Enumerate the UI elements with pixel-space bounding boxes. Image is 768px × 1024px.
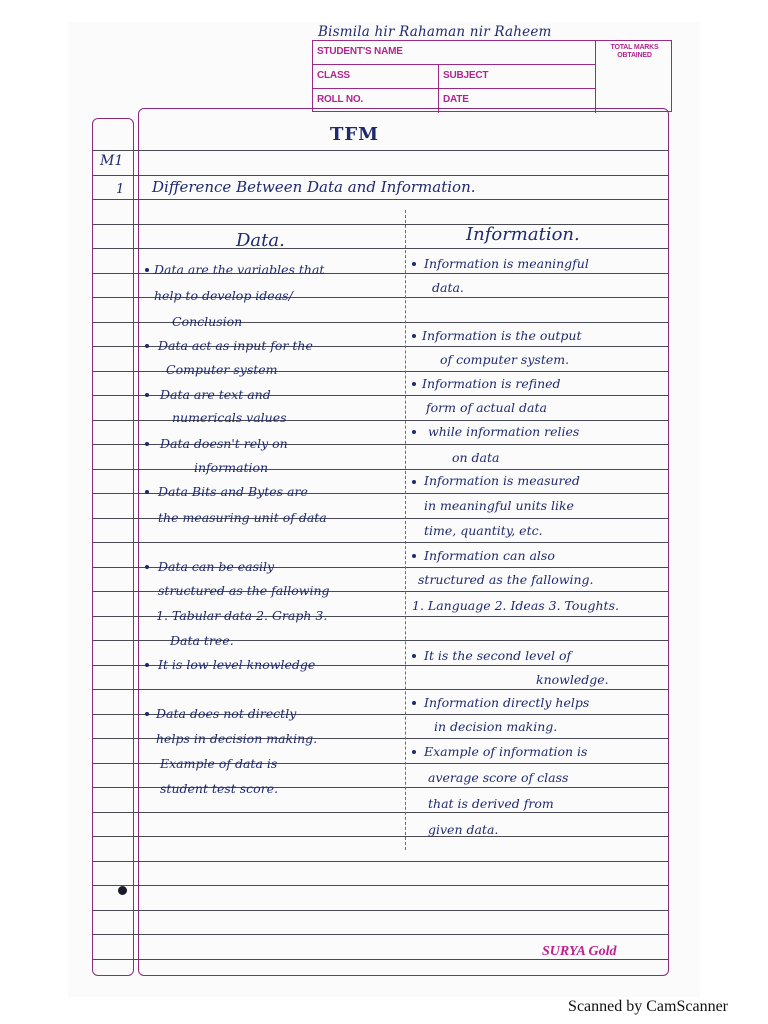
ruled-line <box>93 224 668 225</box>
data-line: Example of data is <box>160 756 278 771</box>
data-line: Data does not directly <box>156 706 297 721</box>
information-line: time, quantity, etc. <box>424 523 543 538</box>
ruled-line <box>93 469 668 470</box>
scanner-watermark: Scanned by CamScanner <box>568 998 728 1015</box>
student-name-value: Bismila hir Rahaman nir Raheem <box>318 24 552 40</box>
bullet <box>412 750 416 754</box>
ruled-line <box>93 248 668 249</box>
data-line: It is low-level knowledge <box>158 657 316 672</box>
bullet <box>145 565 149 569</box>
question-heading: Difference Between Data and Information. <box>152 178 476 196</box>
ruled-line <box>93 910 668 911</box>
data-line: Data can be easily <box>158 559 275 574</box>
notebook-brand: SURYA Gold <box>542 944 617 959</box>
information-line: data. <box>432 280 464 295</box>
information-line: structured as the fallowing. <box>418 572 594 587</box>
ruled-line <box>93 175 668 176</box>
bullet <box>145 268 149 272</box>
ruled-line <box>93 542 668 543</box>
ruled-line <box>93 861 668 862</box>
information-line: Information is refined <box>422 376 561 391</box>
bullet <box>412 430 416 434</box>
information-line: while information relies <box>428 424 580 439</box>
class-label: CLASS <box>313 65 439 89</box>
information-line: It is the second level of <box>424 648 572 663</box>
header-box <box>312 40 672 112</box>
data-line: information <box>194 460 269 475</box>
bullet <box>412 554 416 558</box>
data-line: the measuring unit of data <box>158 510 327 525</box>
information-line: Information can also <box>424 548 555 563</box>
subject-label: SUBJECT <box>439 65 596 89</box>
data-line: Data tree. <box>170 633 234 648</box>
roll-no-label: ROLL NO. <box>313 89 439 113</box>
bullet <box>145 393 149 397</box>
column-divider <box>405 210 406 850</box>
bullet <box>412 701 416 705</box>
bullet <box>145 344 149 348</box>
ruled-line <box>93 812 668 813</box>
data-line: Data act as input for the <box>158 338 313 353</box>
information-line: on data <box>452 450 500 465</box>
information-line: in decision making. <box>434 719 558 734</box>
data-line: Data doesn't rely on <box>160 436 288 451</box>
information-line: in meaningful units like <box>424 498 574 513</box>
information-line: form of actual data <box>426 400 547 415</box>
data-line: Data Bits and Bytes are <box>158 484 308 499</box>
data-line: Conclusion <box>172 314 243 329</box>
student-name-label: STUDENT'S NAME <box>313 41 596 65</box>
information-line: given data. <box>428 822 499 837</box>
bullet <box>412 654 416 658</box>
ink-blot <box>118 886 127 895</box>
data-line: 1. Tabular data 2. Graph 3. <box>156 608 328 623</box>
ruled-line <box>93 836 668 837</box>
bullet <box>412 262 416 266</box>
bullet <box>145 712 149 716</box>
page-title: TFM <box>330 124 380 145</box>
bullet <box>145 663 149 667</box>
information-line: Information is meaningful <box>424 256 589 271</box>
information-line: average score of class <box>428 770 569 785</box>
question-number: 1 <box>116 182 125 197</box>
ruled-line <box>93 885 668 886</box>
margin-column <box>92 118 134 976</box>
bullet <box>145 442 149 446</box>
margin-mark: M1 <box>100 153 124 169</box>
data-line: Data are text and <box>160 387 271 402</box>
bullet <box>412 480 416 484</box>
bullet <box>412 334 416 338</box>
data-line: numericals values <box>172 410 287 425</box>
information-line: Information is measured <box>424 473 580 488</box>
bullet <box>145 490 149 494</box>
information-column-title: Information. <box>466 224 580 245</box>
information-line: that is derived from <box>428 796 554 811</box>
data-line: structured as the fallowing <box>158 583 330 598</box>
information-line: Example of information is <box>424 744 588 759</box>
information-line: of computer system. <box>440 352 570 367</box>
data-column-title: Data. <box>236 230 285 251</box>
data-line: Data are the variables that <box>154 262 325 277</box>
information-line: knowledge. <box>536 672 609 687</box>
bullet <box>412 382 416 386</box>
ruled-line <box>93 934 668 935</box>
total-marks-label: TOTAL MARKS OBTAINED <box>610 44 659 59</box>
data-line: helps in decision making. <box>156 731 318 746</box>
information-line: 1. Language 2. Ideas 3. Toughts. <box>412 598 619 613</box>
ruled-line <box>93 199 668 200</box>
date-label: DATE <box>439 89 596 113</box>
ruled-line <box>93 689 668 690</box>
data-line: Computer system <box>166 362 278 377</box>
information-line: Information is the output <box>422 328 582 343</box>
ruled-line <box>93 150 668 151</box>
information-line: Information directly helps <box>424 695 590 710</box>
data-line: student test score. <box>160 781 279 796</box>
data-line: help to develop ideas/ <box>154 288 293 303</box>
